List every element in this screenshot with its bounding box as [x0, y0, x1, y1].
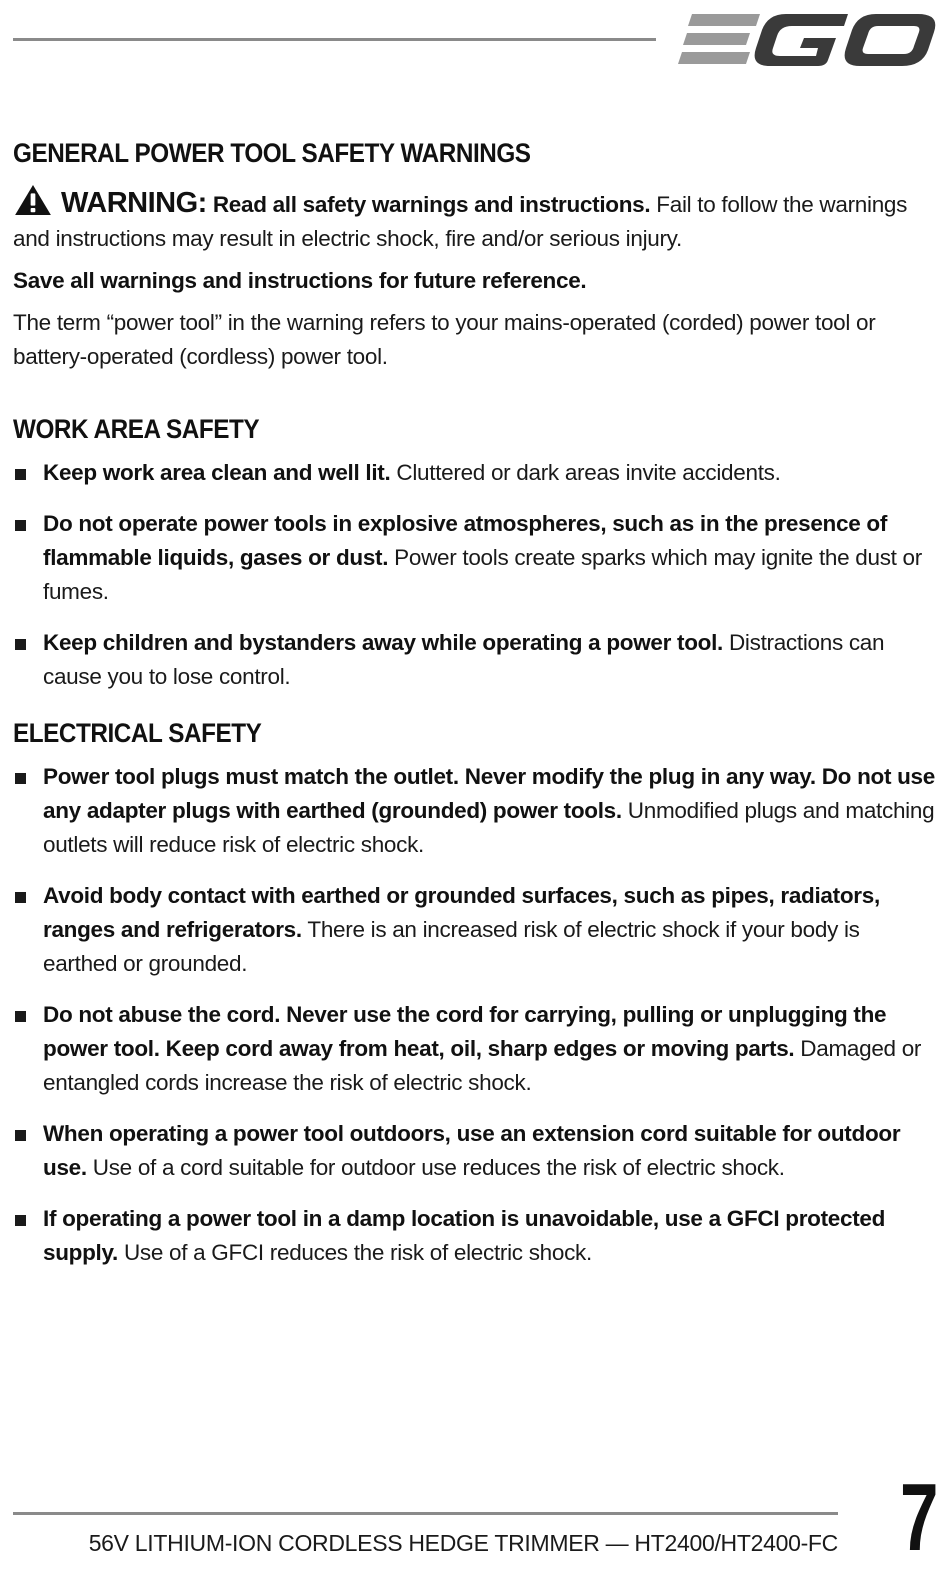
list-item: [13, 626, 938, 694]
term-note: The term “power tool” in the warning refers to your mains-operated (corded) power tool or battery-operated (cordless) power tool.: [13, 310, 876, 369]
item-bold: If operating a power tool in a damp location is unavoidable, use a GFCI protected supply.: [43, 1206, 886, 1265]
footer-rule: [13, 1512, 838, 1515]
item-bold: Power tool plugs must match the outlet. Never modify the plug in any way. Do not use any adapter plugs with earthed (grounded) power tools.: [43, 764, 935, 823]
item-text: Distractions can cause you to lose control.: [43, 630, 885, 689]
item-bold: Keep work area clean and well lit.: [43, 460, 391, 485]
list-item: [13, 507, 938, 609]
electrical-heading: ELECTRICAL SAFETY: [13, 718, 262, 748]
general-safety-heading: GENERAL POWER TOOL SAFETY WARNINGS: [13, 138, 531, 168]
content: [13, 136, 938, 1287]
list-item: [13, 998, 938, 1100]
ego-logo-mark: [678, 10, 936, 70]
item-bold: Keep children and bystanders away while operating a power tool.: [43, 630, 724, 655]
item-text: Unmodified plugs and matching outlets will reduce risk of electric shock.: [43, 798, 935, 857]
list-item: [13, 879, 938, 981]
header-rule: [13, 38, 656, 41]
work-area-heading: WORK AREA SAFETY: [13, 414, 260, 444]
work-area-list: [13, 456, 938, 694]
warning-label: WARNING:: [61, 187, 207, 219]
bullet-icon: [15, 773, 26, 784]
warning-triangle-icon: [13, 184, 53, 216]
list-item: [13, 1202, 938, 1270]
item-text: Use of a GFCI reduces the risk of electric shock.: [118, 1240, 592, 1265]
item-bold: Do not operate power tools in explosive atmospheres, such as in the presence of flammable liquids, gases or dust.: [43, 511, 888, 570]
item-text: Use of a cord suitable for outdoor use reduces the risk of electric shock.: [86, 1155, 785, 1180]
electrical-list: [13, 760, 938, 1270]
footer-product-name: 56V LITHIUM-ION CORDLESS HEDGE TRIMMER — HT2400/HT2400-FC: [88, 1530, 838, 1556]
list-item: [13, 1117, 938, 1185]
item-bold: Avoid body contact with earthed or grounded surfaces, such as pipes, radiators, ranges and refrigerators.: [43, 883, 880, 942]
electrical-section: [13, 716, 938, 1270]
bullet-icon: [15, 892, 26, 903]
warning-text: Fail to follow the warnings and instructions may result in electric shock, fire and/or serious injury.: [13, 192, 908, 251]
item-bold: When operating a power tool outdoors, use an extension cord suitable for outdoor use.: [43, 1121, 901, 1180]
bullet-icon: [15, 1215, 26, 1226]
save-note-text: Save all warnings and instructions for future reference.: [13, 268, 587, 293]
ego-logo: [678, 10, 936, 70]
bullet-icon: [15, 1011, 26, 1022]
bullet-icon: [15, 639, 26, 650]
item-text: Cluttered or dark areas invite accidents.: [390, 460, 781, 485]
list-item: [13, 760, 938, 862]
bullet-icon: [15, 469, 26, 480]
item-text: Power tools create sparks which may ignite the dust or fumes.: [43, 545, 922, 604]
work-area-section: [13, 412, 938, 694]
item-bold: Do not abuse the cord. Never use the cord for carrying, pulling or unplugging the power tool. Keep cord away from heat, oil, sharp edges or moving parts.: [43, 1002, 887, 1061]
item-text: Damaged or entangled cords increase the risk of electric shock.: [43, 1036, 922, 1095]
warning-bold-text: Read all safety warnings and instructions.: [212, 192, 651, 217]
bullet-icon: [15, 1130, 26, 1141]
list-item: [13, 456, 938, 490]
warning-paragraph: [13, 184, 938, 256]
page-number: 7: [899, 1464, 938, 1571]
item-text: There is an increased risk of electric shock if your body is earthed or grounded.: [43, 917, 860, 976]
save-note: [13, 264, 938, 298]
bullet-icon: [15, 520, 26, 531]
